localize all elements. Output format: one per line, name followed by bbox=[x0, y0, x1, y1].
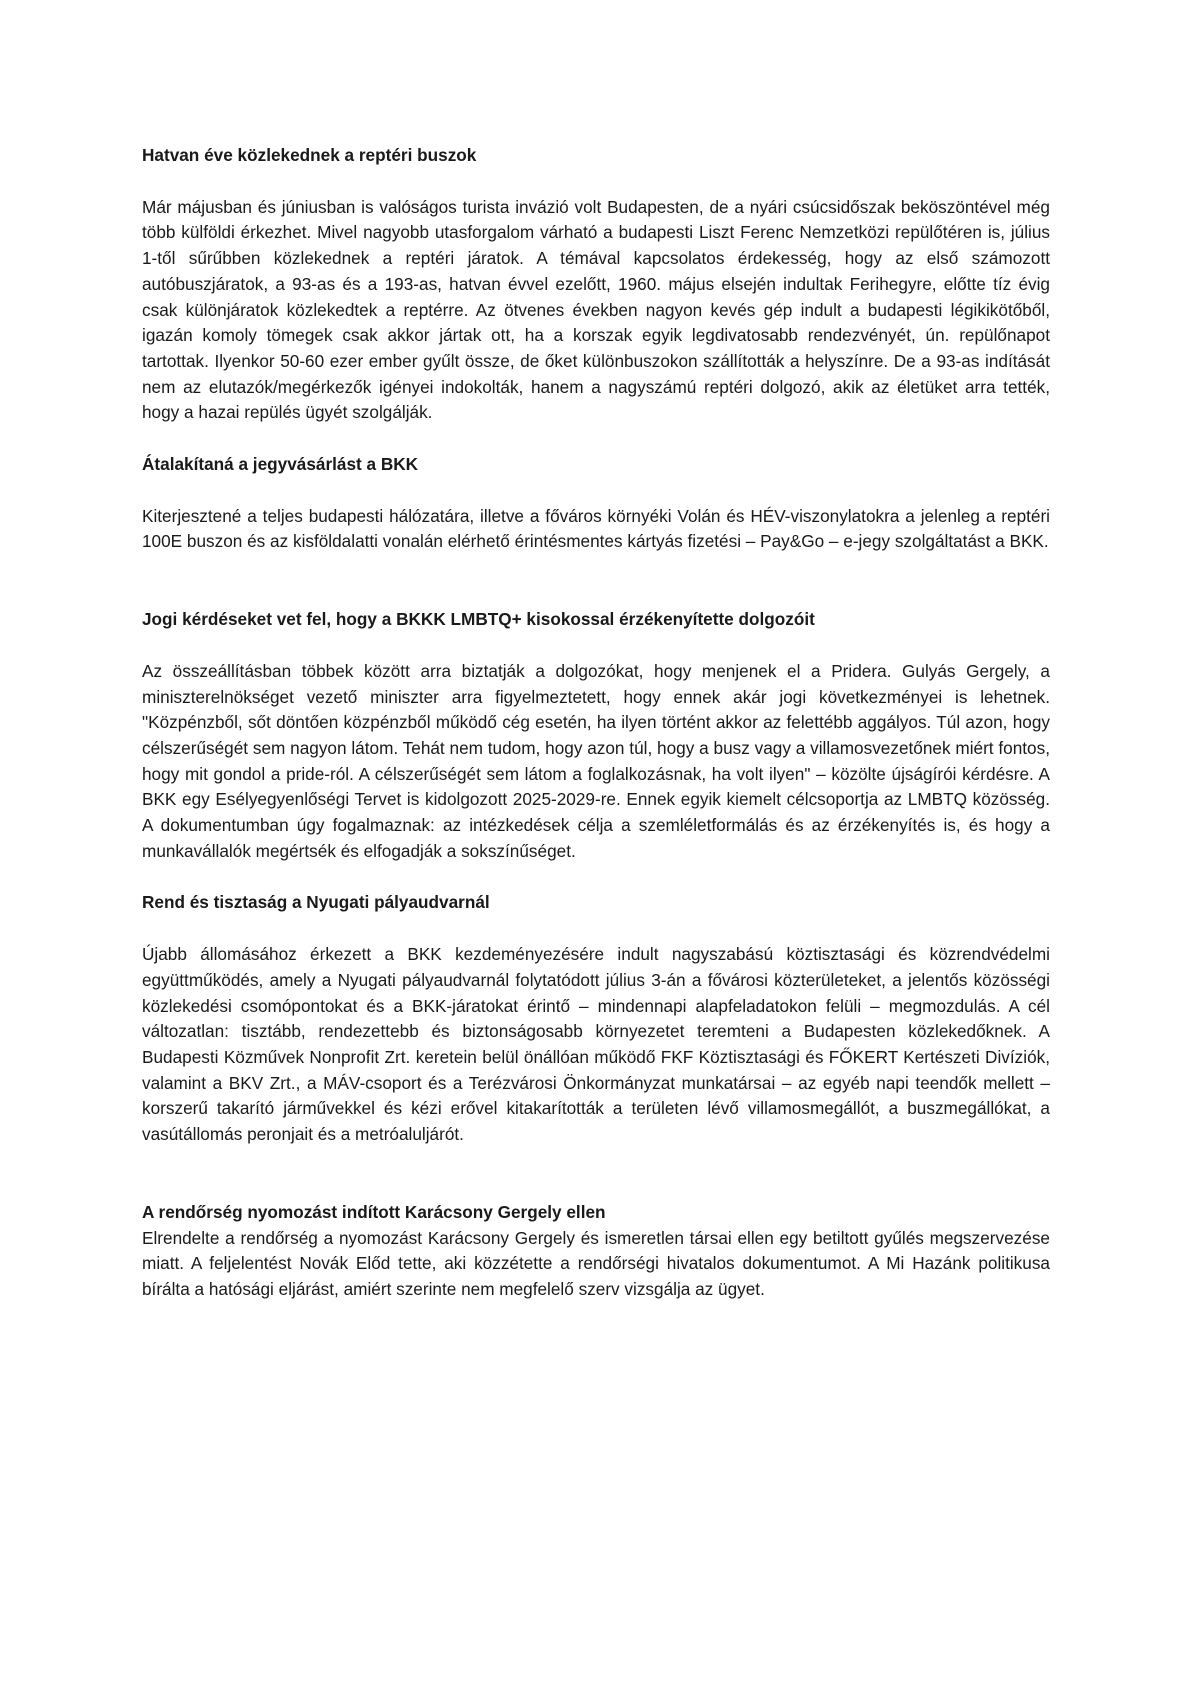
article-body: Kiterjesztené a teljes budapesti hálózatára, illetve a főváros környéki Volán és HÉV-viszonylatokra a jelenleg a reptéri 100E buszon és az kisföldalatti vonalán elérhető érintésmentes kártyás fizetési – Pay&Go – e-jegy szolgáltatást a BKK. bbox=[142, 505, 1050, 552]
article-body: Elrendelte a rendőrség a nyomozást Karácsony Gergely és ismeretlen társai ellen egy betiltott gyűlés megszervezése miatt. A feljelentést Novák Előd tette, aki közzétette a rendőrségi hivatalos dokumentumot. A Mi Hazánk politikusa bírálta a hatósági eljárást, amiért szerinte nem megfelelő szerv vizsgálja az ügyet. bbox=[142, 1227, 1050, 1299]
article-heading: A rendőrség nyomozást indított Karácsony Gergely ellen bbox=[142, 1201, 606, 1222]
article-heading: Hatvan éve közlekednek a reptéri buszok bbox=[142, 145, 477, 165]
article-body: Már májusban és júniusban is valóságos turista invázió volt Budapesten, de a nyári csúcsidőszak beköszöntével még több külföldi érkezhet. Mivel nagyobb utasforgalom várható a budapesti Liszt Ferenc Nemzetközi repülőtéren is, július 1-től sűrűbben közlekednek a reptéri járatok. A témával kapcsolatos érdekesség, hogy az első számozott autóbuszjáratok, a 93-as és a 193-as, hatvan évvel ezelőtt, 1960. május elsején indultak Ferihegyre, előtte tíz évig csak különjáratok közlekedtek a reptérre. Az ötvenes években nagyon kevés gép indult a budapesti légikikötőből, igazán komoly tömegek csak akkor jártak ott, ha a korszak egyik legdivatosabb rendezvényét, ún. repülőnapot tartottak. Ilyenkor 50-60 ezer ember gyűlt össze, de őket különbuszokon szállították a helyszínre. De a 93-as indítását nem az elutazók/megérkezők igényei indokolták, hanem a nagyszámú reptéri dolgozó, akik az életüket arra tették, hogy a hazai repülés ügyét szolgálják. bbox=[142, 196, 1050, 423]
article-heading: Rend és tisztaság a Nyugati pályaudvarnál bbox=[142, 892, 490, 913]
article-nyugati-cleanup bbox=[142, 890, 1050, 1147]
article-police-investigation bbox=[142, 1200, 1050, 1303]
article-heading: Átalakítaná a jegyvásárlást a BKK bbox=[142, 454, 419, 475]
article-body: Újabb állomásához érkezett a BKK kezdeményezésére indult nagyszabású köztisztasági és közrendvédelmi együttműködés, amely a Nyugati pályaudvarnál folytatódott július 3-án a fővárosi közterületeket, a jelentős közösségi közlekedési csomópontokat és a BKK-járatokat érintő – mindennapi alapfeladatokon felüli – megmozdulás. A cél változatlan: tisztább, rendezettebb és biztonságosabb környezetet teremteni a Budapesten közlekedőknek. A Budapesti Közművek Nonprofit Zrt. keretein belül önállóan működő FKF Köztisztasági és FŐKERT Kertészeti Divíziók, valamint a BKV Zrt., a MÁV-csoport és a Terézvárosi Önkormányzat munkatársai – az egyéb napi teendők mellett – korszerű takarító járművekkel és kézi erővel kitakarították a területen lévő villamosmegállót, a buszmegállókat, a vasútállomás peronjait és a metróaluljárót. bbox=[142, 944, 1050, 1145]
article-body: Az összeállításban többek között arra biztatják a dolgozókat, hogy menjenek el a Pridera. Gulyás Gergely, a miniszterelnökséget vezető miniszter arra figyelmeztetett, hogy ennek akár jogi következményei is lehetnek. "Közpénzből, sőt döntően közpénzből működő cég esetén, ha ilyen történt akkor az felettébb aggályos. Túl azon, hogy célszerűségét sem nagyon látom. Tehát nem tudom, hogy azon túl, hogy a busz vagy a villamosvezetőnek miért fontos, hogy mit gondol a pride-ról. A célszerűségét sem látom a foglalkozásnak, ha volt ilyen" – közölte újságírói kérdésre. A BKK egy Esélyegyenlőségi Tervet is kidolgozott 2025-2029-re. Ennek egyik kiemelt célcsoportja az LMBTQ közösség. A dokumentumban úgy fogalmaznak: az intézkedések célja a szemléletformálás és az érzékenyítés is, és hogy a munkavállalók megértsék és elfogadják a sokszínűséget. bbox=[142, 660, 1050, 861]
document-page bbox=[142, 143, 1050, 1303]
article-lmbtq-guide bbox=[142, 607, 1050, 864]
article-ticketing bbox=[142, 452, 1050, 555]
article-airport-buses bbox=[142, 143, 1050, 426]
article-heading: Jogi kérdéseket vet fel, hogy a BKKK LMBTQ+ kisokossal érzékenyítette dolgozóit bbox=[142, 609, 815, 630]
